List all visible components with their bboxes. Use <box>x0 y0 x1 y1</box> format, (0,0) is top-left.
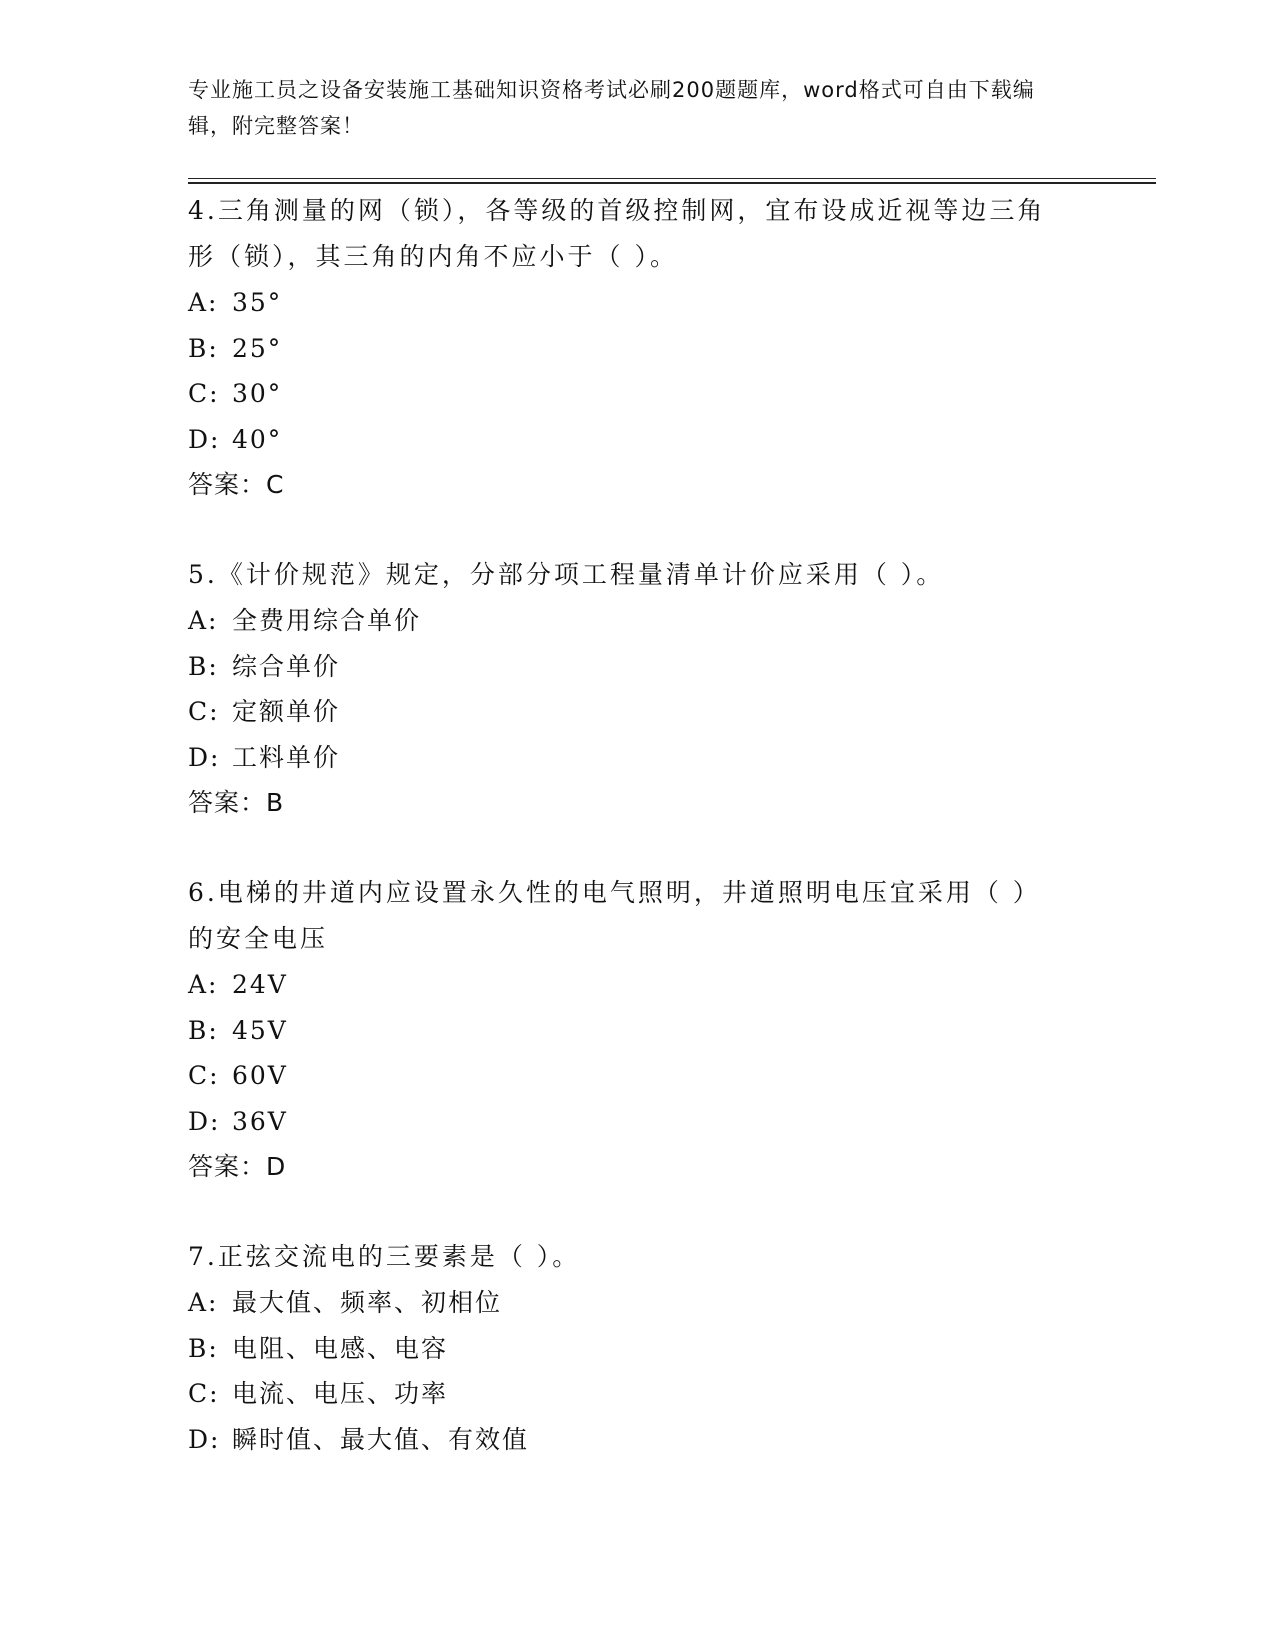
answer-label: 答案：D <box>188 1152 287 1181</box>
header-divider-thin <box>188 178 1156 179</box>
option-letter: B: <box>188 333 219 363</box>
option-a <box>188 598 1068 644</box>
question-list <box>188 188 1068 1506</box>
question-4 <box>188 188 1068 508</box>
option-text: 24V <box>232 970 288 999</box>
option-text: 工料单价 <box>232 742 341 772</box>
option-letter: D: <box>188 742 221 772</box>
option-letter: A: <box>188 606 219 635</box>
question-7 <box>188 1234 1068 1462</box>
option-text: 瞬时值、最大值、有效值 <box>232 1424 530 1454</box>
question-stem: 5.《计价规范》规定，分部分项工程量清单计价应采用（ ）。 <box>188 560 945 589</box>
option-letter: D: <box>188 1106 221 1136</box>
option-d <box>188 1417 1068 1463</box>
option-text: 60V <box>232 1061 288 1090</box>
option-text: 最大值、频率、初相位 <box>232 1288 503 1317</box>
option-c <box>188 689 1068 735</box>
option-a <box>188 1280 1068 1326</box>
option-letter: B: <box>188 1333 219 1363</box>
option-text: 35° <box>232 288 283 317</box>
option-letter: A: <box>188 1288 219 1317</box>
option-text: 综合单价 <box>232 651 341 681</box>
option-letter: A: <box>188 970 219 999</box>
option-letter: B: <box>188 1015 219 1045</box>
option-d <box>188 735 1068 781</box>
option-c <box>188 371 1068 417</box>
option-text: 45V <box>232 1015 288 1045</box>
option-text: 电流、电压、功率 <box>232 1379 449 1408</box>
option-a <box>188 962 1068 1008</box>
option-text: 25° <box>232 333 283 363</box>
option-letter: C: <box>188 1379 220 1408</box>
answer-label: 答案：C <box>188 470 285 499</box>
option-text: 30° <box>232 379 283 408</box>
option-text: 电阻、电感、电容 <box>232 1333 449 1363</box>
question-5 <box>188 552 1068 826</box>
option-letter: C: <box>188 697 220 726</box>
option-c <box>188 1053 1068 1099</box>
option-text: 36V <box>232 1106 288 1136</box>
option-a <box>188 280 1068 326</box>
question-stem: 4.三角测量的网（锁），各等级的首级控制网，宜布设成近视等边三角形（锁），其三角的内角不应小于（ ）。 <box>188 196 1046 271</box>
option-letter: C: <box>188 1061 220 1090</box>
question-stem: 6.电梯的井道内应设置永久性的电气照明，井道照明电压宜采用（ ）的安全电压 <box>188 878 1041 953</box>
question-stem: 7.正弦交流电的三要素是（ ）。 <box>188 1242 581 1271</box>
option-d <box>188 1099 1068 1145</box>
option-letter: A: <box>188 288 219 317</box>
option-text: 定额单价 <box>232 697 341 726</box>
option-text: 40° <box>232 424 283 454</box>
option-letter: C: <box>188 379 220 408</box>
option-d <box>188 417 1068 463</box>
option-letter: D: <box>188 1424 221 1454</box>
option-letter: B: <box>188 651 219 681</box>
option-b <box>188 326 1068 372</box>
option-text: 全费用综合单价 <box>232 606 422 635</box>
option-c <box>188 1371 1068 1417</box>
option-b <box>188 1008 1068 1054</box>
option-letter: D: <box>188 424 221 454</box>
answer-label: 答案：B <box>188 788 285 817</box>
option-b <box>188 1326 1068 1372</box>
question-6 <box>188 870 1068 1190</box>
option-b <box>188 644 1068 690</box>
document-title: 专业施工员之设备安装施工基础知识资格考试必刷200题题库，word格式可自由下载编辑，附完整答案！ <box>188 78 1035 138</box>
header-divider-thick <box>188 182 1156 184</box>
